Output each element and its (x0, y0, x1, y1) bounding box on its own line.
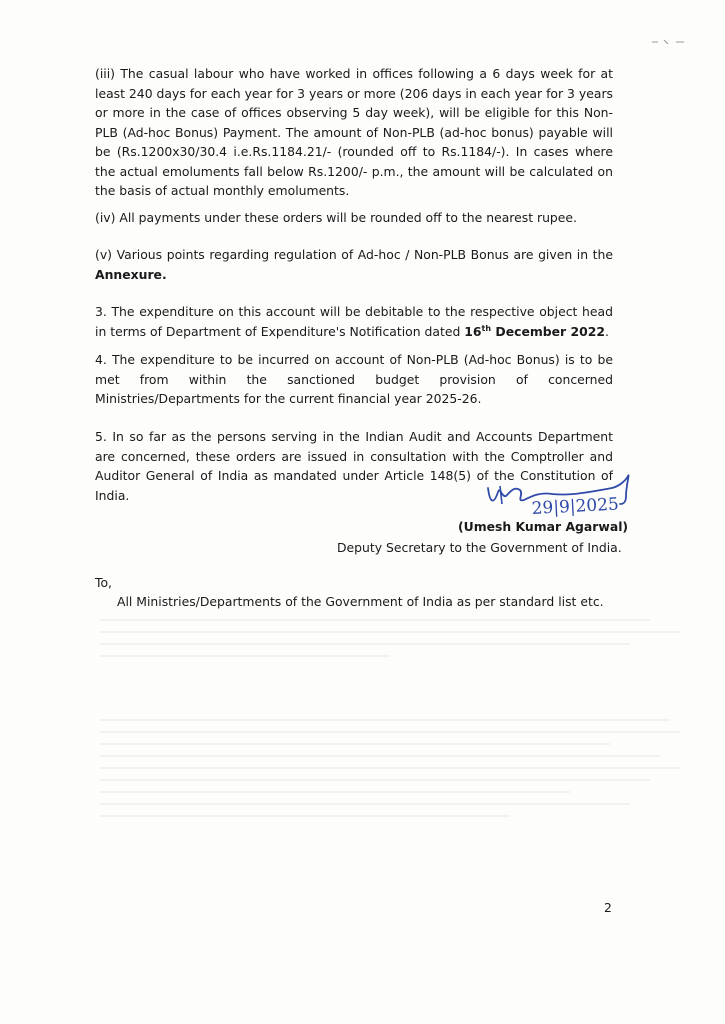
paragraph-v-text: (v) Various points regarding regulation of Ad-hoc / Non-PLB Bonus are given in the (95, 247, 613, 262)
notification-date: 16th December 2022 (464, 323, 605, 339)
paragraph-iii: (iii) The casual labour who have worked in offices following a 6 days week for at least 240 days for each year for 3 years or more (206 days in each year for 3 years or more in the case of offices observing 5 day week), will be eligible for this Non-PLB (Ad-hoc Bonus) Payment. The amount of Non-PLB (ad-hoc bonus) payable will be (Rs.1200x30/30.4 i.e.Rs.1184.21/- (rounded off to Rs.1184/-). In cases where the actual emoluments fall below Rs.1200/- p.m., the amount will be calculated on the basis of actual monthly emoluments. (95, 66, 613, 198)
paragraph-v (95, 245, 613, 284)
paragraph-3: 3. The expenditure on this account will be debitable to the respective object head in terms of Department of Expenditure's Notification dated 16th December 2022. (95, 304, 613, 339)
paragraph-3-text: 3. The expenditure on this account will be debitable to the respective object head in terms of Department of Expenditure's Notification dated (95, 304, 613, 339)
corner-scribble (650, 36, 690, 48)
page-number: 2 (604, 900, 612, 915)
annexure-label: Annexure. (95, 266, 167, 282)
paragraph-iv: (iv) All payments under these orders will be rounded off to the nearest rupee. (95, 210, 577, 225)
signer-designation: Deputy Secretary to the Government of India. (337, 540, 622, 555)
recipient-list: All Ministries/Departments of the Government of India as per standard list etc. (117, 594, 604, 609)
to-label: To, (95, 575, 112, 590)
signer-name: (Umesh Kumar Agarwal) (458, 519, 629, 534)
bleed-through-text (90, 610, 690, 850)
paragraph-5: 5. In so far as the persons serving in the Indian Audit and Accounts Department are concerned, these orders are issued in consultation with the Comptroller and Auditor General of India as mandated under Article 148(5) of the Constitution of India. (95, 429, 613, 503)
handwritten-date: 29|9|2025 (531, 494, 620, 519)
paragraph-4: 4. The expenditure to be incurred on account of Non-PLB (Ad-hoc Bonus) is to be met from within the sanctioned budget provision of concerned Ministries/Departments for the current financial year 2025-26. (95, 352, 613, 406)
